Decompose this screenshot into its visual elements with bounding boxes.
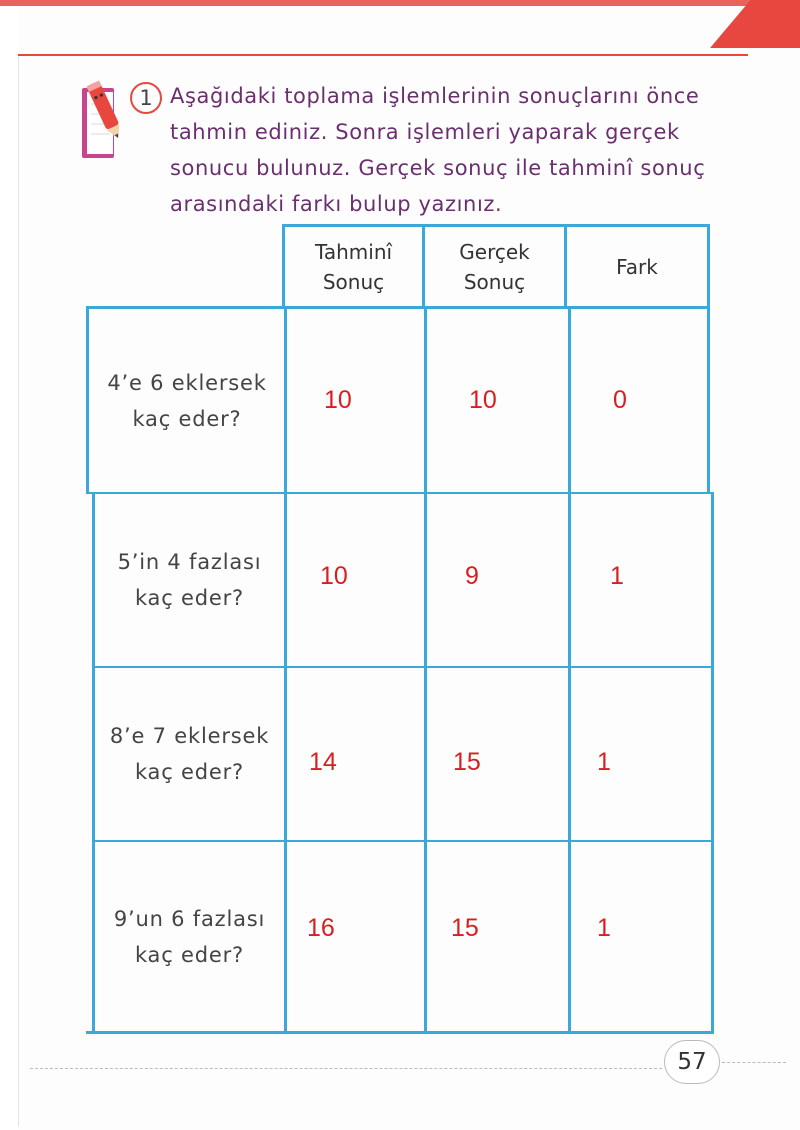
header-estimate: Tahminî Sonuç — [314, 239, 393, 294]
row-4-question: 9’un 6 fazlası kaç eder? — [113, 906, 266, 967]
page-number: 57 — [664, 1040, 720, 1084]
row-3-actual: 15 — [453, 747, 481, 776]
footer-rule — [30, 1068, 662, 1069]
header-difference: Fark — [616, 254, 658, 279]
row-2-estimate: 10 — [320, 561, 348, 590]
row-2-actual: 9 — [465, 561, 479, 590]
row-3-estimate: 14 — [309, 747, 337, 776]
row-4-actual: 15 — [451, 913, 479, 942]
header-actual: Gerçek Sonuç — [459, 239, 530, 294]
row-1-question: 4’e 6 eklersek kaç eder? — [107, 371, 267, 431]
row-3-difference: 1 — [597, 747, 611, 776]
row-3-question: 8’e 7 eklersek kaç eder? — [109, 724, 270, 784]
row-1-estimate: 10 — [324, 385, 352, 414]
question-instructions: Aşağıdaki toplama işlemlerinin sonuçlarını önce tahmin ediniz. Sonra işlemleri yaparak gerçek sonucu bulunuz. Gerçek sonuç ile tahminî sonuç arasındaki farkı bulup yazınız. — [170, 84, 706, 216]
row-2-difference: 1 — [610, 561, 624, 590]
row-4-estimate: 16 — [307, 913, 335, 942]
header-rule — [18, 54, 748, 56]
page-edge — [18, 56, 19, 1126]
row-1-actual: 10 — [469, 385, 497, 414]
row-1-difference: 0 — [613, 385, 627, 414]
top-accent-band — [0, 0, 800, 6]
pencil-notebook-icon — [78, 74, 124, 164]
question-number: 1 — [130, 82, 162, 114]
row-2-question: 5’in 4 fazlası kaç eder? — [117, 550, 262, 610]
row-4-difference: 1 — [597, 913, 611, 942]
footer-rule-right — [722, 1062, 786, 1063]
